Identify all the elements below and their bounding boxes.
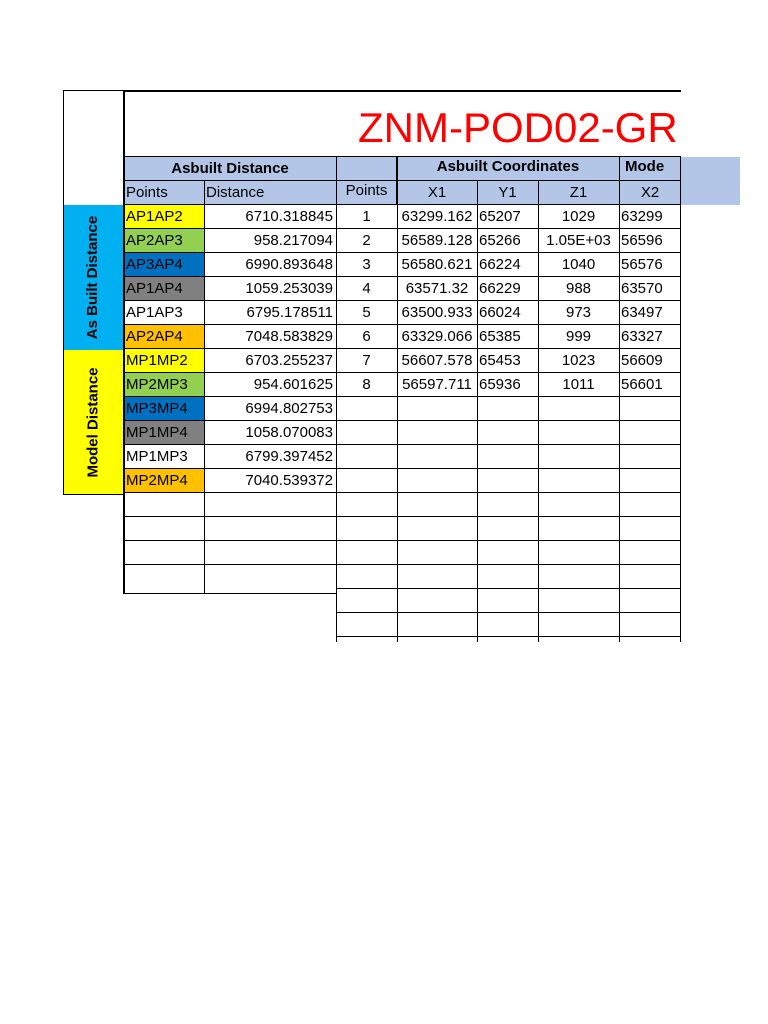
grid-hline xyxy=(336,588,681,589)
coord-x1-cell: 63571.32 xyxy=(405,280,469,297)
grid-vline xyxy=(396,156,397,205)
coord-z1-cell: 1040 xyxy=(561,256,596,273)
grid-hline xyxy=(336,372,681,373)
distance-point-cell: MP2MP4 xyxy=(124,469,204,493)
grid-hline xyxy=(124,300,336,301)
coord-x2-cell: 56596 xyxy=(621,232,663,249)
grid-hline xyxy=(336,444,681,445)
coord-x1-cell: 56607.578 xyxy=(401,352,473,369)
distance-point-cell: MP1MP2 xyxy=(124,349,204,373)
coord-z1-cell: 1.05E+03 xyxy=(546,232,611,249)
header-distance: Distance xyxy=(206,184,265,201)
coord-x2-cell: 56609 xyxy=(621,352,663,369)
frame-top-inner xyxy=(123,91,681,92)
coord-y1-cell: 65207 xyxy=(479,208,521,225)
grid-hline xyxy=(336,468,681,469)
coord-x2-cell: 63570 xyxy=(621,280,663,297)
coord-point-cell: 5 xyxy=(362,304,371,321)
distance-value-cell: 1059.253039 xyxy=(245,280,333,297)
header-z1: Z1 xyxy=(569,184,588,201)
coord-y1-cell: 65936 xyxy=(479,376,521,393)
coord-x2-cell: 63497 xyxy=(621,304,663,321)
distance-value-cell: 6710.318845 xyxy=(245,208,333,225)
grid-hline xyxy=(124,468,336,469)
grid-hline xyxy=(336,324,681,325)
grid-hline xyxy=(124,252,336,253)
coord-y1-cell: 65266 xyxy=(479,232,521,249)
coord-x1-cell: 56580.621 xyxy=(401,256,473,273)
header-x1: X1 xyxy=(427,184,447,201)
distance-point-cell: MP1MP4 xyxy=(124,421,204,445)
distance-point-cell: MP1MP3 xyxy=(126,448,188,465)
distance-point-cell: AP3AP4 xyxy=(124,253,204,277)
distance-point-cell: AP1AP3 xyxy=(126,304,183,321)
coord-point-cell: 6 xyxy=(362,328,371,345)
model-distance-text: Model Distance xyxy=(84,367,102,478)
grid-hline xyxy=(336,612,681,613)
distance-point-cell: AP2AP4 xyxy=(124,325,204,349)
grid-hline xyxy=(124,204,681,205)
coord-y1-cell: 65453 xyxy=(479,352,521,369)
coord-point-cell: 2 xyxy=(362,232,371,249)
coord-x1-cell: 63329.066 xyxy=(401,328,473,345)
coord-z1-cell: 999 xyxy=(565,328,592,345)
header-asbuilt-coordinates: Asbuilt Coordinates xyxy=(436,158,580,175)
grid-hline xyxy=(124,372,336,373)
grid-vline xyxy=(477,180,478,642)
header-model: Mode xyxy=(625,158,665,175)
distance-value-cell: 7048.583829 xyxy=(245,328,333,345)
distance-value-cell: 6799.397452 xyxy=(245,448,333,465)
grid-hline xyxy=(124,516,336,517)
side-bottom xyxy=(63,494,123,495)
header-band-overflow xyxy=(681,157,740,205)
header-x2: X2 xyxy=(640,184,660,201)
grid-vline xyxy=(680,156,681,642)
grid-vline xyxy=(619,156,620,642)
grid-hline xyxy=(336,300,681,301)
distance-value-cell: 6703.255237 xyxy=(245,352,333,369)
grid-hline xyxy=(336,396,681,397)
distance-point-cell: AP1AP4 xyxy=(124,277,204,301)
coord-z1-cell: 1029 xyxy=(561,208,596,225)
grid-hline xyxy=(124,324,336,325)
grid-hline xyxy=(124,540,336,541)
header-points-coords: Points xyxy=(345,182,388,199)
grid-hline xyxy=(336,252,681,253)
grid-hline xyxy=(336,228,681,229)
grid-vline xyxy=(204,180,205,593)
coord-y1-cell: 66024 xyxy=(479,304,521,321)
left-table-bottom xyxy=(123,593,336,594)
distance-value-cell: 6990.893648 xyxy=(245,256,333,273)
coord-x2-cell: 63327 xyxy=(621,328,663,345)
grid-hline xyxy=(124,156,681,157)
coord-point-cell: 4 xyxy=(362,280,371,297)
grid-hline xyxy=(336,492,681,493)
distance-value-cell: 958.217094 xyxy=(253,232,333,249)
coord-x1-cell: 63500.933 xyxy=(401,304,473,321)
grid-hline xyxy=(124,276,336,277)
grid-vline xyxy=(336,156,337,642)
distance-value-cell: 1058.070083 xyxy=(245,424,333,441)
coord-z1-cell: 988 xyxy=(565,280,592,297)
grid-hline xyxy=(124,348,336,349)
grid-hline xyxy=(336,636,681,637)
distance-value-cell: 954.601625 xyxy=(253,376,333,393)
grid-hline xyxy=(124,492,336,493)
coord-z1-cell: 1011 xyxy=(562,376,595,393)
as-built-distance-text: As Built Distance xyxy=(84,215,102,340)
coord-point-cell: 7 xyxy=(362,352,371,369)
model-distance-label xyxy=(63,350,123,495)
coord-point-cell: 1 xyxy=(362,208,371,225)
grid-hline xyxy=(124,228,336,229)
header-y1: Y1 xyxy=(498,184,517,201)
coord-point-cell: 3 xyxy=(362,256,371,273)
distance-value-cell: 6994.802753 xyxy=(245,400,333,417)
grid-hline xyxy=(336,540,681,541)
header-points: Points xyxy=(126,184,168,201)
coord-point-cell: 8 xyxy=(362,376,371,393)
distance-value-cell: 6795.178511 xyxy=(246,304,333,321)
grid-hline xyxy=(124,444,336,445)
coord-y1-cell: 65385 xyxy=(479,328,521,345)
header-asbuilt-distance: Asbuilt Distance xyxy=(171,160,289,177)
coord-x2-cell: 56601 xyxy=(621,376,663,393)
coord-z1-cell: 1023 xyxy=(561,352,596,369)
grid-hline xyxy=(336,516,681,517)
grid-vline xyxy=(538,180,539,642)
grid-hline xyxy=(124,396,336,397)
grid-hline xyxy=(124,564,336,565)
distance-value-cell: 7040.539372 xyxy=(245,472,333,489)
coord-y1-cell: 66229 xyxy=(479,280,521,297)
coord-x2-cell: 63299 xyxy=(621,208,663,225)
coord-x1-cell: 56589.128 xyxy=(401,232,473,249)
distance-point-cell: MP3MP4 xyxy=(124,397,204,421)
grid-hline xyxy=(336,420,681,421)
frame-left-inner2 xyxy=(124,90,125,594)
grid-hline xyxy=(124,180,681,181)
sheet-title: ZNM-POD02-GR xyxy=(358,104,678,151)
coord-y1-cell: 66224 xyxy=(479,256,521,273)
distance-point-cell: AP1AP2 xyxy=(124,205,204,229)
distance-point-cell: MP2MP3 xyxy=(124,373,204,397)
grid-hline xyxy=(336,348,681,349)
grid-hline xyxy=(336,564,681,565)
coord-x1-cell: 63299.162 xyxy=(401,208,473,225)
grid-hline xyxy=(336,276,681,277)
coord-x1-cell: 56597.711 xyxy=(402,376,472,393)
frame-left xyxy=(63,90,64,495)
grid-hline xyxy=(124,420,336,421)
coord-z1-cell: 973 xyxy=(565,304,592,321)
as-built-distance-label xyxy=(63,205,123,350)
distance-point-cell: AP2AP3 xyxy=(124,229,204,253)
grid-vline xyxy=(397,156,398,642)
coord-x2-cell: 56576 xyxy=(621,256,663,273)
